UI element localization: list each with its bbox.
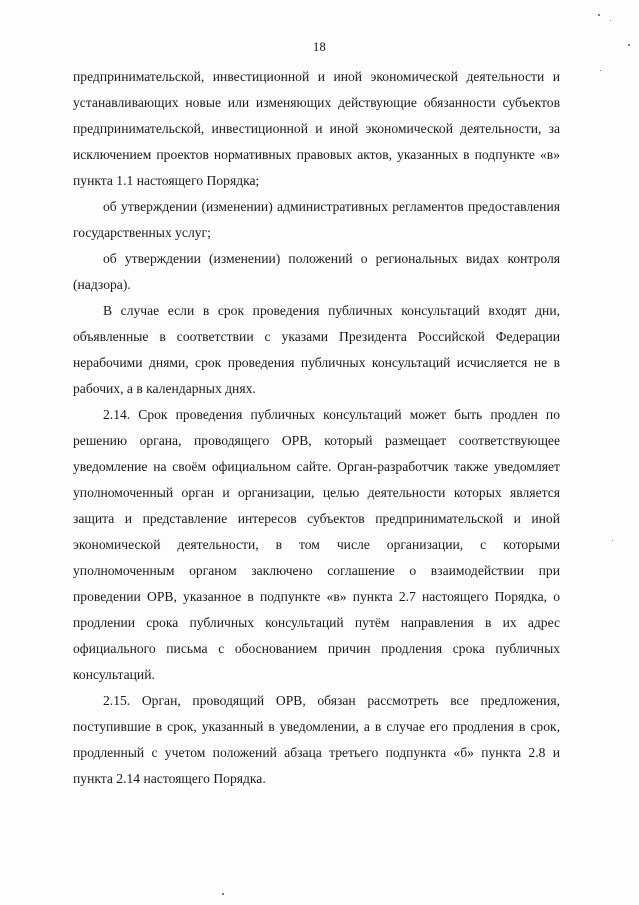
scan-speck: [612, 540, 613, 541]
paragraph-4: В случае если в срок проведения публичных консультаций входят дни, объявленные в соответствии с указами Президента Российской Федерации нерабочими днями, срок проведения публичных консультаций исчисляется не в рабочих, а в календарных днях.: [73, 303, 560, 396]
paragraph-1: предпринимательской, инвестиционной и иной экономической деятельности и устанавливающих новые или изменяющих действующие обязанности субъектов предпринимательской, инвестиционной и иной экономической деятельности, за исключением проектов нормативных правовых актов, указанных в подпункте «в» пункта 1.1 настоящего Порядка;: [73, 69, 560, 188]
paragraph-6: 2.15. Орган, проводящий ОРВ, обязан рассмотреть все предложения, поступившие в срок, указанный в уведомлении, а в случае его продления в срок, продленный с учетом положений абзаца третьего подпункта «б» пункта 2.8 и пункта 2.14 настоящего Порядка.: [73, 693, 560, 786]
scan-speck: [600, 70, 601, 71]
scan-speck: [598, 14, 600, 16]
paragraph-5: 2.14. Срок проведения публичных консультаций может быть продлен по решению органа, проводящего ОРВ, который размещает соответствующее уведомление на своём официальном сайте. Орган-разработчик также уведомляет уполномоченный орган и организации, целью деятельности которых является защита и представление интересов субъектов предпринимательской и иной экономической деятельности, в том числе организации, с которыми уполномоченным органом заключено соглашение о взаимодействии при проведении ОРВ, указанное в подпункте «в» пункта 2.7 настоящего Порядка, о продлении срока публичных консультаций путём направления в их адрес официального письма с обоснованием причин продления срока публичных консультаций.: [73, 407, 560, 682]
paragraph-3: об утверждении (изменении) положений о региональных видах контроля (надзора).: [73, 251, 560, 292]
scan-speck: [610, 20, 611, 21]
scan-speck: [628, 44, 630, 46]
paragraph-2: об утверждении (изменении) административных регламентов предоставления государственных услуг;: [73, 199, 560, 240]
page-number: 18: [313, 40, 326, 54]
document-body: [73, 64, 560, 792]
scan-speck: [222, 893, 224, 895]
